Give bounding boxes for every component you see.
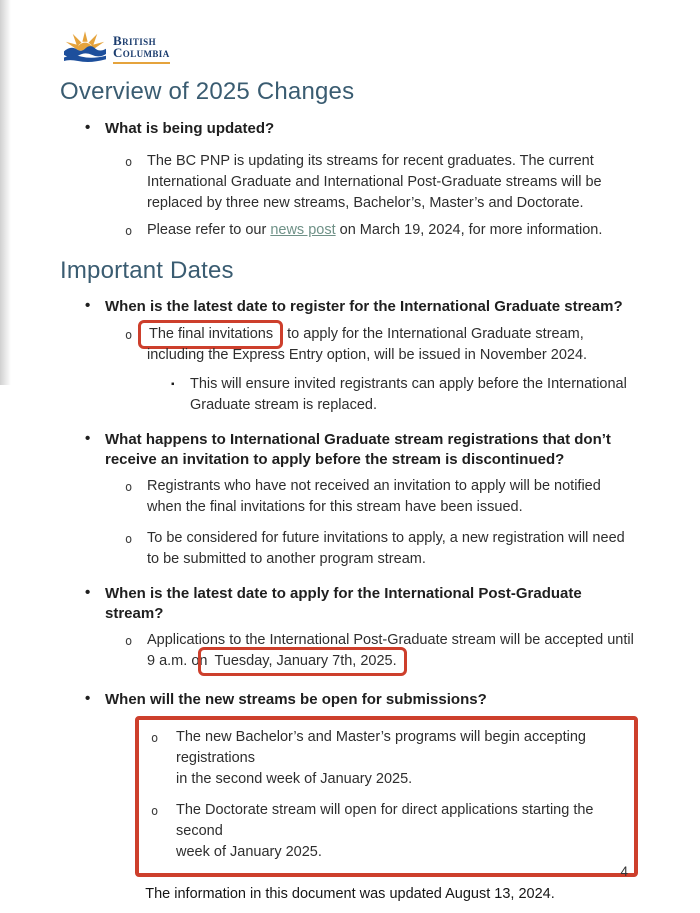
page-number: 4 [620,864,628,879]
sub-bullet-registrants-notified [60,476,644,518]
bc-logo-line2: Columbia [113,45,170,60]
text-line: replaced by three new streams, Bachelor’s, Master’s and Doctorate. [147,194,584,211]
text-line: week of January 2025. [176,843,322,860]
bc-sunrise-icon [64,30,106,64]
text-line: Applications to the International Post-Graduate stream will be accepted until [147,632,634,648]
text-line: when the final invitations for this stream have been issued. [147,499,523,515]
question-what-is-updated: • What is being updated? [60,119,644,139]
text-line: Graduate stream is replaced. [190,397,377,413]
sub-bullet-bcpnp-update [60,151,644,214]
text-line: International Graduate and International Post-Graduate streams will be [147,173,602,190]
text-line: The new Bachelor’s and Master’s programs will begin accepting registrations [176,728,586,766]
text-line: receive an invitation to apply before the stream is discontinued? [105,450,565,468]
sub-bullet-future-invitations [60,528,644,570]
annotation-box-final-invitations: The final invitations [138,320,283,349]
bc-logo [64,0,644,64]
sub-bullet-applications-accepted [60,630,644,672]
text-line: including the Express Entry option, will be issued in November 2024. [147,347,588,363]
question-latest-register-date: • When is the latest date to register for the International Graduate stream? [60,297,644,317]
text-line: The BC PNP is updating its streams for recent graduates. The current [147,152,594,169]
text-line: Please refer to our [147,221,271,238]
bc-logo-text [113,30,170,64]
sub-bullet-bachelors-masters [149,727,626,790]
footer-note: The information in this document was updated August 13, 2024. [145,886,555,902]
overview-heading: Overview of 2025 Changes [60,78,355,105]
text-line: to apply for the International Graduate stream, [283,326,584,342]
question-latest-apply-date: • When is the latest date to apply for the International Post-Graduate stream? [60,584,644,623]
text-line: in the second week of January 2025. [176,770,413,787]
text-line: To be considered for future invitations to apply, a new registration will need [147,530,625,546]
news-post-link[interactable]: news post [270,221,336,238]
question-new-streams-open: • When will the new streams be open for submissions? [60,690,644,710]
question-registrations-discontinued [60,430,644,469]
text-line: This will ensure invited registrants can apply before the International [190,376,627,392]
text-line: 9 a.m. on [147,653,212,669]
sub-bullet-news-post [60,220,644,241]
text-line: on March 19, 2024, for more information. [335,221,603,238]
sub-bullet-doctorate [149,800,626,863]
annotation-box-deadline-date: Tuesday, January 7th, 2025. [198,647,406,676]
text-line: Registrants who have not received an invitation to apply will be notified [147,478,601,494]
text-line: to be submitted to another program stream. [147,551,426,567]
important-dates-heading: Important Dates [60,256,234,284]
bc-logo-line1: British [113,33,156,48]
text-line: What happens to International Graduate stream registrations that don’t [105,431,611,448]
note-invited-registrants [60,374,644,416]
annotation-box-new-streams [135,716,638,877]
text-line: The Doctorate stream will open for direct applications starting the second [176,801,594,839]
sub-bullet-final-invitations [60,324,644,366]
